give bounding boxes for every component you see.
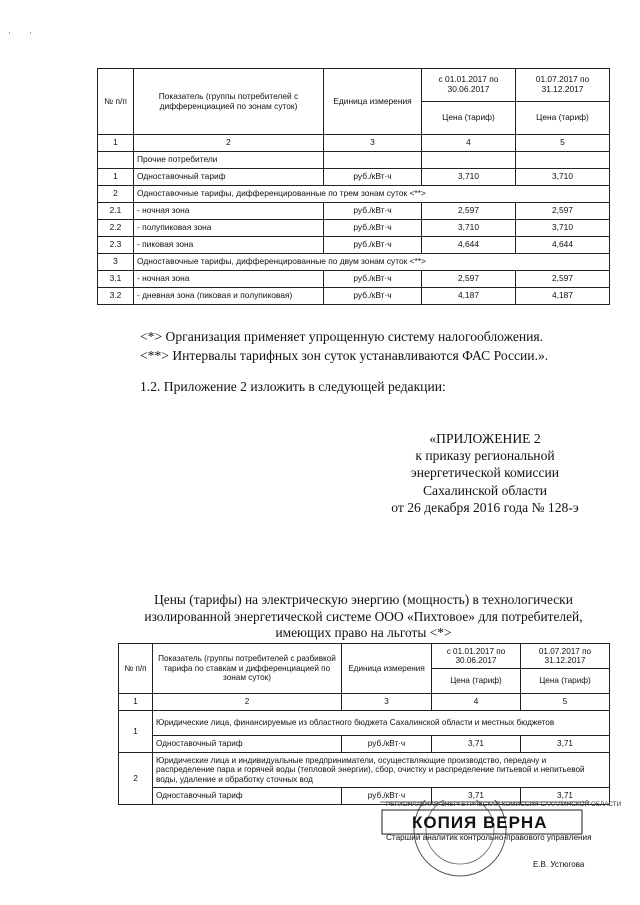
header-price-2: Цена (тариф) <box>516 102 610 135</box>
stamp-org: РЕГИОНАЛЬНАЯ ЭНЕРГЕТИЧЕСКАЯ КОМИССИЯ САХАЛИНСКОЙ ОБЛАСТИ <box>386 801 622 808</box>
row-label: - ночная зона <box>134 203 324 220</box>
appendix-line: Сахалинской области <box>422 482 548 498</box>
row-unit: руб./кВт·ч <box>342 788 432 805</box>
row-label: Прочие потребители <box>134 152 324 169</box>
col-number: 5 <box>516 135 610 152</box>
table-row <box>119 753 610 788</box>
table-row <box>98 237 610 254</box>
row-value-1: 3,710 <box>422 220 516 237</box>
document-title <box>118 592 609 642</box>
appendix-line: к приказу региональной <box>415 448 555 464</box>
header-period-1: с 01.01.2017 по 30.06.2017 <box>432 644 521 669</box>
row-value-1 <box>422 152 516 169</box>
row-unit: руб./кВт·ч <box>324 220 422 237</box>
col-number: 3 <box>342 694 432 711</box>
footnote-1: <*> Организация применяет упрощенную систему налогообложения. <box>140 329 544 344</box>
header-period-2: 01.07.2017 по 31.12.2017 <box>516 69 610 102</box>
appendix-heading <box>360 430 610 516</box>
tariff-table-1 <box>97 68 610 305</box>
row-unit: руб./кВт·ч <box>324 169 422 186</box>
title-line: имеющих право на льготы <*> <box>275 625 452 640</box>
row-value-2: 3,710 <box>516 220 610 237</box>
row-num: 3.2 <box>98 288 134 305</box>
tariff-table-2 <box>118 643 610 805</box>
row-label: Одноставочные тарифы, дифференцированные по трем зонам суток <**> <box>134 186 610 203</box>
row-unit: руб./кВт·ч <box>324 271 422 288</box>
appendix-line: «ПРИЛОЖЕНИЕ 2 <box>429 431 541 446</box>
header-price-1: Цена (тариф) <box>422 102 516 135</box>
row-num <box>98 152 134 169</box>
footnote-2: <**> Интервалы тарифных зон суток устанавливаются ФАС России.». <box>140 348 549 363</box>
row-num: 3.1 <box>98 271 134 288</box>
col-number: 5 <box>521 694 610 711</box>
col-number: 2 <box>134 135 324 152</box>
row-num: 3 <box>98 254 134 271</box>
col-number: 2 <box>153 694 342 711</box>
row-value-2: 4,187 <box>516 288 610 305</box>
col-number: 4 <box>432 694 521 711</box>
header-indicator: Показатель (группы потребителей с разбивкой тарифа по ставкам и дифференциацией по зонам суток) <box>153 644 342 694</box>
table-row <box>98 203 610 220</box>
header-num: № п/п <box>98 69 134 135</box>
row-num: 2 <box>98 186 134 203</box>
row-label: Одноставочный тариф <box>134 169 324 186</box>
row-label: - полупиковая зона <box>134 220 324 237</box>
row-value-1: 3,710 <box>422 169 516 186</box>
col-number: 4 <box>422 135 516 152</box>
appendix-line: энергетической комиссии <box>410 465 560 481</box>
header-unit: Единица измерения <box>342 644 432 694</box>
col-number: 3 <box>324 135 422 152</box>
table-row <box>98 271 610 288</box>
scan-marks: · · <box>8 28 32 38</box>
header-num: № п/п <box>119 644 153 694</box>
row-tariff: Одноставочный тариф <box>153 736 342 753</box>
row-num: 2 <box>119 753 153 805</box>
row-value-1: 4,187 <box>422 288 516 305</box>
row-unit: руб./кВт·ч <box>342 736 432 753</box>
row-num: 2.1 <box>98 203 134 220</box>
stamp-copy-true: КОПИЯ ВЕРНА <box>412 813 548 832</box>
row-num: 1 <box>98 169 134 186</box>
row-value-2: 4,644 <box>516 237 610 254</box>
header-indicator: Показатель (группы потребителей с дифференциацией по зонам суток) <box>134 69 324 135</box>
row-label: - пиковая зона <box>134 237 324 254</box>
row-unit: руб./кВт·ч <box>324 237 422 254</box>
appendix-line: от 26 декабря 2016 года № 128-э <box>391 499 579 515</box>
row-value-2: 3,71 <box>521 736 610 753</box>
col-number: 1 <box>119 694 153 711</box>
stamp-position: Старший аналитик контрольно-правового управления <box>386 833 592 842</box>
header-unit: Единица измерения <box>324 69 422 135</box>
paragraph-1-2: 1.2. Приложение 2 изложить в следующей редакции: <box>140 379 446 394</box>
row-value-2: 2,597 <box>516 271 610 288</box>
row-label: Одноставочные тарифы, дифференцированные по двум зонам суток <**> <box>134 254 610 271</box>
title-line: Цены (тарифы) на электрическую энергию (мощность) в технологически <box>154 592 573 607</box>
table-row <box>119 711 610 736</box>
row-num: 2.3 <box>98 237 134 254</box>
row-label: - дневная зона (пиковая и полупиковая) <box>134 288 324 305</box>
table-row <box>98 220 610 237</box>
row-value-1: 3,71 <box>432 788 521 805</box>
row-label: Юридические лица, финансируемые из областного бюджета Сахалинской области и местных бюджетов <box>153 711 610 736</box>
row-unit <box>324 152 422 169</box>
row-value-1: 2,597 <box>422 271 516 288</box>
row-value-1: 2,597 <box>422 203 516 220</box>
table-row <box>98 254 610 271</box>
row-value-2 <box>516 152 610 169</box>
header-period-1: с 01.01.2017 по 30.06.2017 <box>422 69 516 102</box>
row-value-2: 3,710 <box>516 169 610 186</box>
row-value-2: 2,597 <box>516 203 610 220</box>
row-value-1: 3,71 <box>432 736 521 753</box>
table-row <box>98 186 610 203</box>
table-row <box>98 152 610 169</box>
table-row <box>119 736 610 753</box>
row-value-2: 3,71 <box>521 788 610 805</box>
table-row <box>98 169 610 186</box>
row-value-1: 4,644 <box>422 237 516 254</box>
row-unit: руб./кВт·ч <box>324 203 422 220</box>
row-label: Юридические лица и индивидуальные предприниматели, осуществляющие производство, передачу и распределение пара и горячей воды (тепловой энергии), сбор, очистку и распределение питьевой и непитьевой воды, удаление и обработку сточных вод <box>153 753 610 788</box>
header-period-2: 01.07.2017 по 31.12.2017 <box>521 644 610 669</box>
stamp-signatory: Е.В. Устюгова <box>533 860 585 869</box>
row-num: 1 <box>119 711 153 753</box>
title-line: изолированной энергетической системе ООО «Пихтовое» для потребителей, <box>144 608 583 624</box>
col-number: 1 <box>98 135 134 152</box>
row-num: 2.2 <box>98 220 134 237</box>
table-row <box>98 288 610 305</box>
header-price-1: Цена (тариф) <box>432 669 521 694</box>
row-label: - ночная зона <box>134 271 324 288</box>
row-unit: руб./кВт·ч <box>324 288 422 305</box>
row-tariff: Одноставочный тариф <box>153 788 342 805</box>
header-price-2: Цена (тариф) <box>521 669 610 694</box>
